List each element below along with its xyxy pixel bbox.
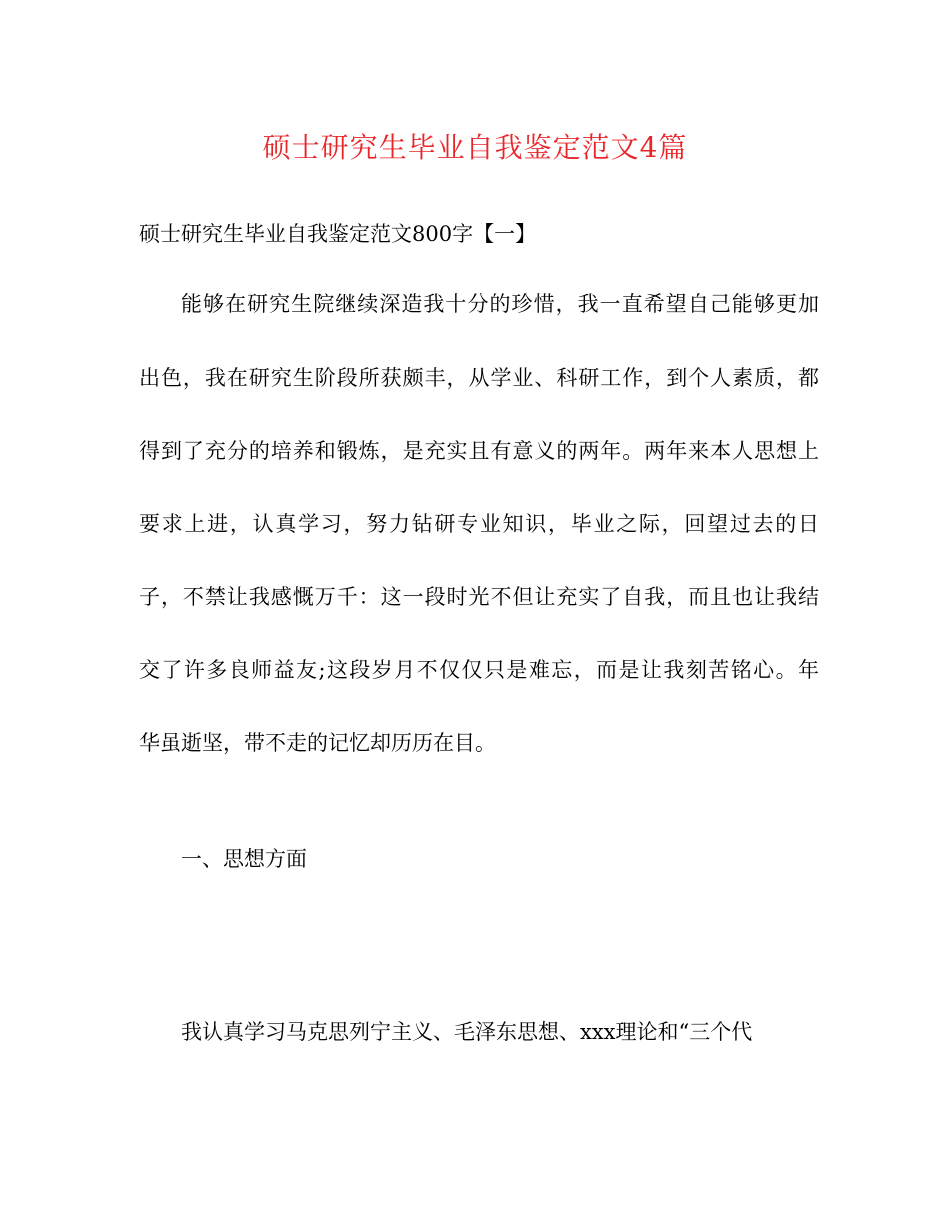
paragraph-line: 能够在研究生院继续深造我十分的珍惜，我一直希望自己能够更加: [181, 292, 819, 316]
paragraph-line: 得到了充分的培养和锻炼，是充实且有意义的两年。两年来本人思想上: [139, 439, 819, 463]
paragraph-line: 子，不禁让我感慨万千：这一段时光不但让充实了自我，而且也让我结: [139, 585, 819, 609]
paragraph-line: 出色，我在研究生阶段所获颇丰，从学业、科研工作，到个人素质，都: [139, 366, 819, 390]
paragraph-line: 要求上进，认真学习，努力钻研专业知识，毕业之际，回望过去的日: [139, 512, 819, 536]
document-title: 硕士研究生毕业自我鉴定范文4篇: [262, 131, 688, 164]
paragraph-line: 华虽逝坚，带不走的记忆却历历在目。: [139, 731, 496, 755]
subheading: 一、思想方面: [181, 847, 307, 871]
paragraph-line: 我认真学习马克思列宁主义、毛泽东思想、xxx理论和“三个代: [181, 1020, 753, 1044]
section-heading: 硕士研究生毕业自我鉴定范文800字【一】: [139, 222, 537, 246]
paragraph-line: 交了许多良师益友;这段岁月不仅仅只是难忘，而是让我刻苦铭心。年: [139, 658, 819, 682]
